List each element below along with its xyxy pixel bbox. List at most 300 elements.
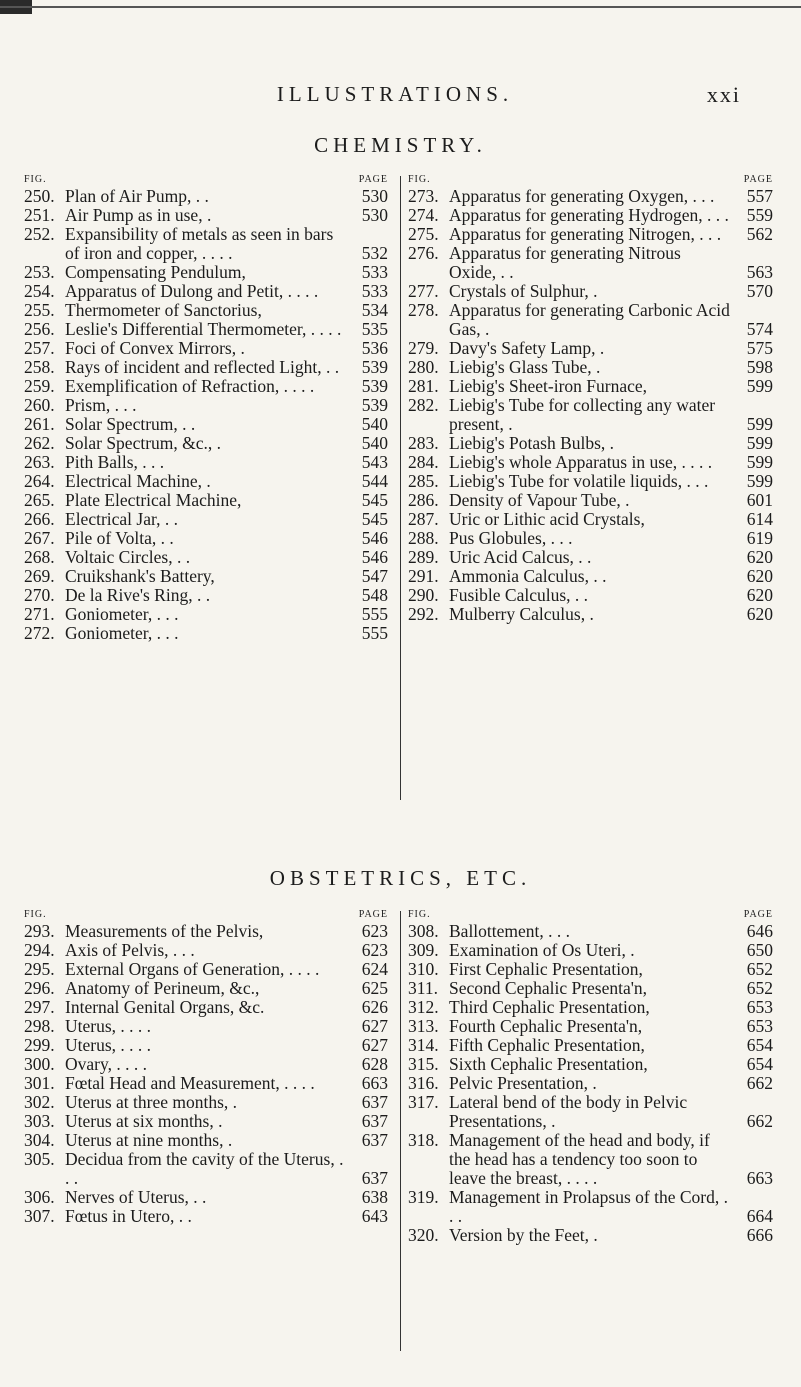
page-reference: 599 bbox=[746, 471, 773, 491]
index-entry bbox=[408, 979, 773, 998]
page-reference: 539 bbox=[361, 357, 388, 377]
figure-number: 251. bbox=[24, 205, 55, 225]
figure-title: Management of the head and body, if the head has a tendency too soon to leave the breast, . . . . bbox=[449, 1130, 710, 1188]
figure-title: Uric or Lithic acid Crystals, bbox=[449, 509, 645, 529]
figure-title: Pith Balls, . . . bbox=[65, 452, 165, 472]
figure-number: 261. bbox=[24, 414, 55, 434]
index-entry bbox=[408, 1226, 773, 1245]
page-reference: 620 bbox=[746, 604, 773, 624]
figure-number: 272. bbox=[24, 623, 55, 643]
figure-number: 318. bbox=[408, 1130, 439, 1150]
page-reference: 562 bbox=[746, 224, 773, 244]
index-entry bbox=[24, 1074, 388, 1093]
figure-number: 292. bbox=[408, 604, 439, 624]
figure-title: Uterus at three months, . bbox=[65, 1092, 238, 1112]
index-entry bbox=[408, 225, 773, 244]
index-entry bbox=[408, 510, 773, 529]
figure-title: Examination of Os Uteri, . bbox=[449, 940, 635, 960]
figure-number: 267. bbox=[24, 528, 55, 548]
figure-number: 273. bbox=[408, 186, 439, 206]
figure-title: Apparatus for generating Nitrous Oxide, . . bbox=[449, 243, 681, 282]
figure-number: 266. bbox=[24, 509, 55, 529]
index-entry bbox=[24, 605, 388, 624]
figure-number: 304. bbox=[24, 1130, 55, 1150]
index-entry bbox=[24, 510, 388, 529]
figure-number: 265. bbox=[24, 490, 55, 510]
index-entry bbox=[24, 434, 388, 453]
figure-title: Apparatus for generating Oxygen, . . . bbox=[449, 186, 715, 206]
index-entry bbox=[408, 941, 773, 960]
figure-title: Ballottement, . . . bbox=[449, 921, 571, 941]
figure-title: External Organs of Generation, . . . . bbox=[65, 959, 320, 979]
figure-number: 268. bbox=[24, 547, 55, 567]
figure-title: Voltaic Circles, . . bbox=[65, 547, 191, 567]
page-reference: 545 bbox=[361, 490, 388, 510]
page-reference: 545 bbox=[361, 509, 388, 529]
index-entry bbox=[24, 225, 388, 263]
page-reference: 652 bbox=[746, 978, 773, 998]
figure-number: 313. bbox=[408, 1016, 439, 1036]
index-entry bbox=[24, 263, 388, 282]
figure-number: 319. bbox=[408, 1187, 439, 1207]
chemistry-left-column bbox=[24, 174, 388, 643]
page-reference: 546 bbox=[361, 528, 388, 548]
index-entry bbox=[408, 1055, 773, 1074]
page-reference: 555 bbox=[361, 604, 388, 624]
figure-title: Uterus at nine months, . bbox=[65, 1130, 233, 1150]
page-reference: 650 bbox=[746, 940, 773, 960]
page-reference: 662 bbox=[746, 1073, 773, 1093]
figure-title: Plan of Air Pump, . . bbox=[65, 186, 209, 206]
index-entry bbox=[24, 415, 388, 434]
page-reference: 662 bbox=[746, 1111, 773, 1131]
figure-title: Pus Globules, . . . bbox=[449, 528, 573, 548]
page-reference: 637 bbox=[361, 1130, 388, 1150]
figure-title: Goniometer, . . . bbox=[65, 623, 179, 643]
page-reference: 638 bbox=[361, 1187, 388, 1207]
figure-title: Goniometer, . . . bbox=[65, 604, 179, 624]
page-reference: 624 bbox=[361, 959, 388, 979]
figure-title: Apparatus for generating Carbonic Acid Gas, . bbox=[449, 300, 730, 339]
index-entry bbox=[408, 922, 773, 941]
figure-title: Liebig's whole Apparatus in use, . . . . bbox=[449, 452, 713, 472]
page-reference: 534 bbox=[361, 300, 388, 320]
figure-number: 255. bbox=[24, 300, 55, 320]
index-entry bbox=[408, 434, 773, 453]
obstetrics-right-column bbox=[408, 909, 773, 1245]
figure-number: 284. bbox=[408, 452, 439, 472]
figure-title: Compensating Pendulum, bbox=[65, 262, 246, 282]
figure-title: Lateral bend of the body in Pelvic Presentations, . bbox=[449, 1092, 688, 1131]
figure-title: Fourth Cephalic Presenta'n, bbox=[449, 1016, 643, 1036]
index-entry bbox=[24, 960, 388, 979]
figure-number: 312. bbox=[408, 997, 439, 1017]
column-header bbox=[24, 174, 388, 185]
figure-number: 290. bbox=[408, 585, 439, 605]
figure-title: Apparatus of Dulong and Petit, . . . . bbox=[65, 281, 319, 301]
chemistry-right-column bbox=[408, 174, 773, 624]
page-reference: 663 bbox=[361, 1073, 388, 1093]
page-reference: 637 bbox=[361, 1168, 388, 1188]
figure-number: 259. bbox=[24, 376, 55, 396]
figure-title: Liebig's Tube for volatile liquids, . . . bbox=[449, 471, 709, 491]
figure-title: Electrical Jar, . . bbox=[65, 509, 178, 529]
page-reference: 532 bbox=[361, 243, 388, 263]
figure-title: Prism, . . . bbox=[65, 395, 137, 415]
page-reference: 664 bbox=[746, 1206, 773, 1226]
index-entry bbox=[408, 586, 773, 605]
page-column-label: PAGE bbox=[358, 909, 388, 920]
index-entry bbox=[24, 206, 388, 225]
index-entry bbox=[24, 1131, 388, 1150]
index-entry bbox=[24, 453, 388, 472]
figure-number: 281. bbox=[408, 376, 439, 396]
figure-title: Fœtus in Utero, . . bbox=[65, 1206, 192, 1226]
fig-column-label: FIG. bbox=[24, 174, 47, 185]
page-reference: 654 bbox=[746, 1054, 773, 1074]
index-entry bbox=[24, 1055, 388, 1074]
column-header bbox=[408, 174, 773, 185]
figure-number: 270. bbox=[24, 585, 55, 605]
page-reference: 599 bbox=[746, 414, 773, 434]
figure-title: Mulberry Calculus, . bbox=[449, 604, 594, 624]
figure-number: 269. bbox=[24, 566, 55, 586]
figure-title: Thermometer of Sanctorius, bbox=[65, 300, 262, 320]
figure-title: Fifth Cephalic Presentation, bbox=[449, 1035, 645, 1055]
page-reference: 652 bbox=[746, 959, 773, 979]
index-entry bbox=[24, 377, 388, 396]
index-entry bbox=[408, 1036, 773, 1055]
page-reference: 599 bbox=[746, 376, 773, 396]
figure-number: 253. bbox=[24, 262, 55, 282]
page-reference: 546 bbox=[361, 547, 388, 567]
page-reference: 625 bbox=[361, 978, 388, 998]
page-reference: 540 bbox=[361, 433, 388, 453]
page-reference: 620 bbox=[746, 566, 773, 586]
figure-number: 302. bbox=[24, 1092, 55, 1112]
page-reference: 628 bbox=[361, 1054, 388, 1074]
page-reference: 548 bbox=[361, 585, 388, 605]
index-entry bbox=[24, 586, 388, 605]
figure-number: 299. bbox=[24, 1035, 55, 1055]
figure-number: 295. bbox=[24, 959, 55, 979]
index-entry bbox=[24, 567, 388, 586]
column-divider bbox=[400, 911, 401, 1351]
column-header bbox=[24, 909, 388, 920]
page-reference: 544 bbox=[361, 471, 388, 491]
figure-title: Fœtal Head and Measurement, . . . . bbox=[65, 1073, 315, 1093]
figure-title: Crystals of Sulphur, . bbox=[449, 281, 598, 301]
column-divider bbox=[400, 176, 401, 800]
figure-title: Uric Acid Calcus, . . bbox=[449, 547, 592, 567]
page-reference: 598 bbox=[746, 357, 773, 377]
figure-title: Air Pump as in use, . bbox=[65, 205, 212, 225]
page-reference: 653 bbox=[746, 1016, 773, 1036]
figure-number: 303. bbox=[24, 1111, 55, 1131]
index-entry bbox=[408, 282, 773, 301]
figure-number: 310. bbox=[408, 959, 439, 979]
index-entry bbox=[24, 1017, 388, 1036]
page-reference: 599 bbox=[746, 452, 773, 472]
index-entry bbox=[24, 396, 388, 415]
figure-title: Solar Spectrum, &c., . bbox=[65, 433, 222, 453]
obstetrics-left-column bbox=[24, 909, 388, 1226]
page-reference: 637 bbox=[361, 1092, 388, 1112]
figure-number: 285. bbox=[408, 471, 439, 491]
page-reference: 533 bbox=[361, 281, 388, 301]
index-entry bbox=[24, 187, 388, 206]
index-entry bbox=[408, 244, 773, 282]
page-reference: 570 bbox=[746, 281, 773, 301]
figure-title: Ammonia Calculus, . . bbox=[449, 566, 607, 586]
figure-title: First Cephalic Presentation, bbox=[449, 959, 643, 979]
figure-title: Uterus, . . . . bbox=[65, 1035, 152, 1055]
figure-number: 305. bbox=[24, 1149, 55, 1169]
page-reference: 627 bbox=[361, 1035, 388, 1055]
figure-number: 288. bbox=[408, 528, 439, 548]
index-entry bbox=[24, 941, 388, 960]
figure-number: 271. bbox=[24, 604, 55, 624]
index-entry bbox=[24, 548, 388, 567]
page-reference: 663 bbox=[746, 1168, 773, 1188]
page-reference: 619 bbox=[746, 528, 773, 548]
index-entry bbox=[24, 301, 388, 320]
figure-title: Sixth Cephalic Presentation, bbox=[449, 1054, 648, 1074]
figure-title: Rays of incident and reflected Light, . . bbox=[65, 357, 340, 377]
index-entry bbox=[24, 1207, 388, 1226]
index-entry bbox=[24, 922, 388, 941]
page-reference: 539 bbox=[361, 395, 388, 415]
page-reference: 614 bbox=[746, 509, 773, 529]
page-reference: 540 bbox=[361, 414, 388, 434]
entry-list bbox=[24, 922, 388, 1226]
index-entry bbox=[24, 624, 388, 643]
figure-title: Apparatus for generating Hydrogen, . . . bbox=[449, 205, 729, 225]
running-head: ILLUSTRATIONS. bbox=[276, 82, 514, 106]
index-entry bbox=[24, 979, 388, 998]
page-reference: 601 bbox=[746, 490, 773, 510]
figure-title: Third Cephalic Presentation, bbox=[449, 997, 650, 1017]
index-entry bbox=[408, 491, 773, 510]
figure-title: Uterus, . . . . bbox=[65, 1016, 152, 1036]
figure-title: Liebig's Glass Tube, . bbox=[449, 357, 601, 377]
column-header bbox=[408, 909, 773, 920]
fig-column-label: FIG. bbox=[24, 909, 47, 920]
entry-list bbox=[408, 187, 773, 624]
figure-title: Foci of Convex Mirrors, . bbox=[65, 338, 245, 358]
index-entry bbox=[24, 320, 388, 339]
page-reference: 530 bbox=[361, 186, 388, 206]
figure-title: Internal Genital Organs, &c. bbox=[65, 997, 265, 1017]
figure-number: 306. bbox=[24, 1187, 55, 1207]
figure-title: Plate Electrical Machine, bbox=[65, 490, 242, 510]
figure-number: 277. bbox=[408, 281, 439, 301]
page-reference: 543 bbox=[361, 452, 388, 472]
figure-title: Decidua from the cavity of the Uterus, . . . bbox=[65, 1149, 344, 1188]
page-reference: 574 bbox=[746, 319, 773, 339]
index-entry bbox=[408, 998, 773, 1017]
index-entry bbox=[408, 1131, 773, 1188]
index-entry bbox=[408, 548, 773, 567]
figure-number: 317. bbox=[408, 1092, 439, 1112]
figure-number: 275. bbox=[408, 224, 439, 244]
figure-title: Fusible Calculus, . . bbox=[449, 585, 589, 605]
index-entry bbox=[408, 529, 773, 548]
figure-number: 308. bbox=[408, 921, 439, 941]
index-entry bbox=[408, 206, 773, 225]
index-entry bbox=[408, 339, 773, 358]
figure-title: Electrical Machine, . bbox=[65, 471, 211, 491]
figure-number: 315. bbox=[408, 1054, 439, 1074]
page-reference: 530 bbox=[361, 205, 388, 225]
section-title-obstetrics: OBSTETRICS, ETC. bbox=[269, 866, 532, 890]
page-reference: 539 bbox=[361, 376, 388, 396]
figure-title: Second Cephalic Presenta'n, bbox=[449, 978, 648, 998]
figure-title: Leslie's Differential Thermometer, . . . . bbox=[65, 319, 342, 339]
fig-column-label: FIG. bbox=[408, 909, 431, 920]
index-entry bbox=[24, 282, 388, 301]
figure-number: 256. bbox=[24, 319, 55, 339]
index-entry bbox=[408, 377, 773, 396]
page-reference: 626 bbox=[361, 997, 388, 1017]
index-entry bbox=[408, 1017, 773, 1036]
entry-list bbox=[408, 922, 773, 1245]
figure-title: Density of Vapour Tube, . bbox=[449, 490, 630, 510]
index-entry bbox=[24, 529, 388, 548]
section-title-chemistry: CHEMISTRY. bbox=[314, 133, 487, 157]
figure-number: 274. bbox=[408, 205, 439, 225]
figure-number: 297. bbox=[24, 997, 55, 1017]
page-reference: 654 bbox=[746, 1035, 773, 1055]
index-entry bbox=[24, 1112, 388, 1131]
figure-number: 314. bbox=[408, 1035, 439, 1055]
figure-number: 279. bbox=[408, 338, 439, 358]
index-entry bbox=[408, 301, 773, 339]
page-reference: 623 bbox=[361, 940, 388, 960]
index-entry bbox=[24, 1093, 388, 1112]
figure-number: 293. bbox=[24, 921, 55, 941]
figure-number: 311. bbox=[408, 978, 438, 998]
index-entry bbox=[24, 339, 388, 358]
page-reference: 557 bbox=[746, 186, 773, 206]
page-reference: 627 bbox=[361, 1016, 388, 1036]
page-reference: 620 bbox=[746, 585, 773, 605]
figure-title: Liebig's Sheet-iron Furnace, bbox=[449, 376, 648, 396]
figure-number: 276. bbox=[408, 243, 439, 263]
page-reference: 533 bbox=[361, 262, 388, 282]
index-entry bbox=[24, 1036, 388, 1055]
page-reference: 599 bbox=[746, 433, 773, 453]
figure-number: 258. bbox=[24, 357, 55, 377]
index-entry bbox=[408, 453, 773, 472]
page-reference: 643 bbox=[361, 1206, 388, 1226]
figure-title: Ovary, . . . . bbox=[65, 1054, 147, 1074]
index-entry bbox=[408, 472, 773, 491]
figure-number: 294. bbox=[24, 940, 55, 960]
figure-number: 264. bbox=[24, 471, 55, 491]
figure-number: 296. bbox=[24, 978, 55, 998]
page-reference: 547 bbox=[361, 566, 388, 586]
index-entry bbox=[24, 472, 388, 491]
figure-number: 252. bbox=[24, 224, 55, 244]
figure-number: 250. bbox=[24, 186, 55, 206]
figure-number: 280. bbox=[408, 357, 439, 377]
figure-title: Solar Spectrum, . . bbox=[65, 414, 196, 434]
figure-number: 257. bbox=[24, 338, 55, 358]
page-reference: 653 bbox=[746, 997, 773, 1017]
index-entry bbox=[408, 1188, 773, 1226]
figure-number: 254. bbox=[24, 281, 55, 301]
page-reference: 575 bbox=[746, 338, 773, 358]
figure-number: 278. bbox=[408, 300, 439, 320]
figure-title: De la Rive's Ring, . . bbox=[65, 585, 211, 605]
index-entry bbox=[24, 1150, 388, 1188]
figure-number: 260. bbox=[24, 395, 55, 415]
figure-number: 286. bbox=[408, 490, 439, 510]
index-entry bbox=[408, 358, 773, 377]
page-reference: 555 bbox=[361, 623, 388, 643]
figure-number: 262. bbox=[24, 433, 55, 453]
figure-number: 298. bbox=[24, 1016, 55, 1036]
figure-title: Cruikshank's Battery, bbox=[65, 566, 215, 586]
index-entry bbox=[408, 605, 773, 624]
figure-number: 287. bbox=[408, 509, 439, 529]
figure-title: Management in Prolapsus of the Cord, . . . bbox=[449, 1187, 728, 1226]
figure-title: Pelvic Presentation, . bbox=[449, 1073, 597, 1093]
figure-title: Uterus at six months, . bbox=[65, 1111, 223, 1131]
page-reference: 559 bbox=[746, 205, 773, 225]
figure-title: Apparatus for generating Nitrogen, . . . bbox=[449, 224, 722, 244]
index-entry bbox=[24, 491, 388, 510]
index-entry bbox=[408, 396, 773, 434]
figure-number: 289. bbox=[408, 547, 439, 567]
entry-list bbox=[24, 187, 388, 643]
figure-title: Pile of Volta, . . bbox=[65, 528, 174, 548]
figure-number: 316. bbox=[408, 1073, 439, 1093]
figure-number: 291. bbox=[408, 566, 439, 586]
figure-title: Exemplification of Refraction, . . . . bbox=[65, 376, 315, 396]
figure-title: Anatomy of Perineum, &c., bbox=[65, 978, 260, 998]
fig-column-label: FIG. bbox=[408, 174, 431, 185]
index-entry bbox=[408, 1093, 773, 1131]
page-number: xxi bbox=[706, 82, 741, 107]
page-reference: 620 bbox=[746, 547, 773, 567]
index-entry bbox=[24, 1188, 388, 1207]
page-reference: 623 bbox=[361, 921, 388, 941]
index-entry bbox=[408, 187, 773, 206]
figure-title: Expansibility of metals as seen in bars of iron and copper, . . . . bbox=[65, 224, 334, 263]
top-edge-rule bbox=[0, 6, 801, 8]
page-reference: 666 bbox=[746, 1225, 773, 1245]
figure-number: 263. bbox=[24, 452, 55, 472]
page-column-label: PAGE bbox=[743, 174, 773, 185]
figure-title: Version by the Feet, . bbox=[449, 1225, 598, 1245]
figure-title: Davy's Safety Lamp, . bbox=[449, 338, 605, 358]
figure-number: 282. bbox=[408, 395, 439, 415]
figure-number: 301. bbox=[24, 1073, 55, 1093]
index-entry bbox=[408, 567, 773, 586]
figure-number: 300. bbox=[24, 1054, 55, 1074]
figure-number: 309. bbox=[408, 940, 439, 960]
page-reference: 535 bbox=[361, 319, 388, 339]
page-reference: 536 bbox=[361, 338, 388, 358]
index-entry bbox=[408, 960, 773, 979]
page-reference: 563 bbox=[746, 262, 773, 282]
figure-number: 320. bbox=[408, 1225, 439, 1245]
index-entry bbox=[408, 1074, 773, 1093]
figure-title: Measurements of the Pelvis, bbox=[65, 921, 264, 941]
figure-title: Liebig's Potash Bulbs, . bbox=[449, 433, 615, 453]
